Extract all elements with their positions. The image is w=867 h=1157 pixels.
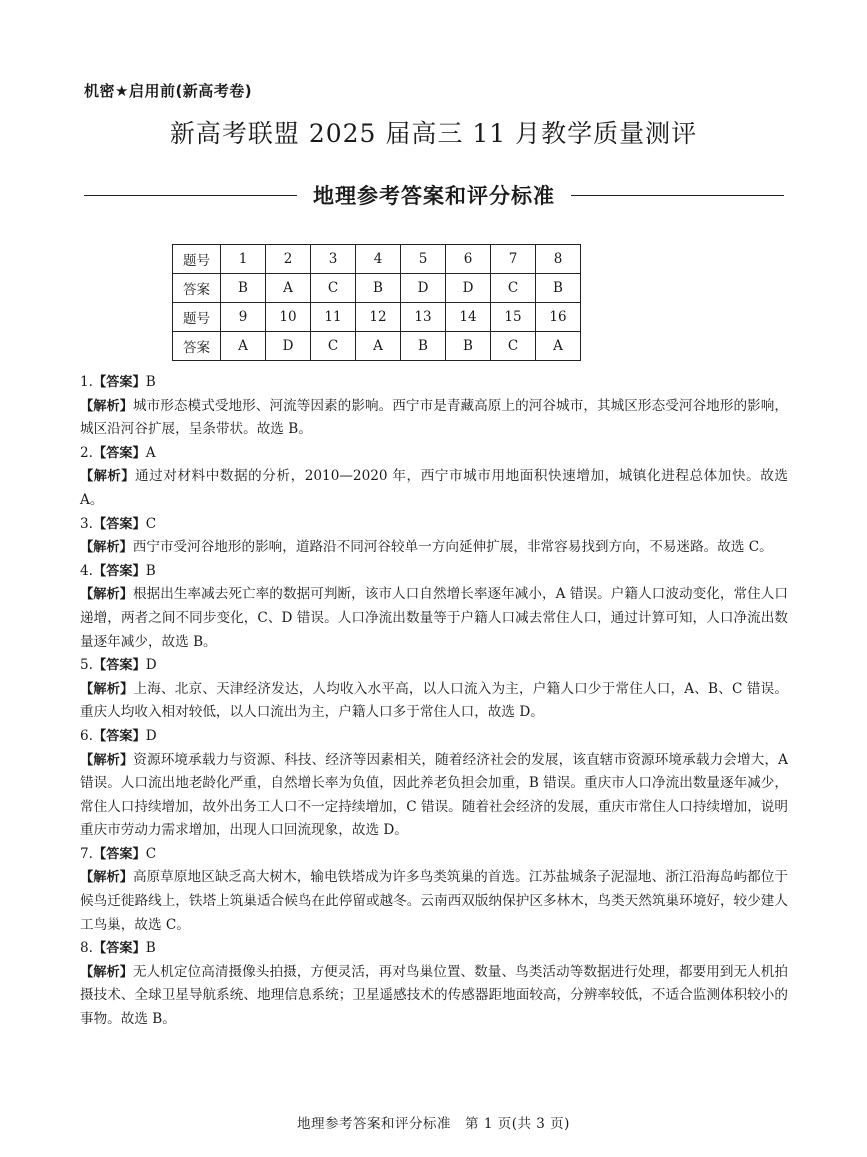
analysis-paragraph [80, 866, 788, 937]
answer-value: C [145, 515, 157, 532]
analysis-text: 根据出生率减去死亡率的数据可判断，该市人口自然增长率逐年减小，A 错误。户籍人口波动变化，常住人口递增，两者之间不同步变化，C、D 错误。人口净流出数量等于户籍人口减去常住人口，通过计算可知，人口净流出数量逐年减少，故选 B。 [80, 586, 789, 650]
question-number: 6. [80, 727, 93, 744]
answer-label: 【答案】 [92, 445, 146, 461]
table-row-header: 题号 [173, 303, 221, 332]
answer-value: B [145, 940, 156, 957]
table-cell: C [311, 332, 356, 361]
table-cell: B [356, 274, 401, 303]
answer-line [80, 442, 788, 466]
analysis-paragraph [80, 961, 788, 1032]
table-row-header: 答案 [173, 332, 221, 361]
analysis-paragraph [80, 395, 788, 442]
table-row [173, 332, 581, 361]
table-cell: A [536, 332, 581, 361]
question-number: 7. [80, 845, 93, 862]
analysis-paragraph [80, 749, 788, 843]
analysis-label: 【解析】 [80, 540, 133, 556]
table-cell: A [221, 332, 266, 361]
table-cell: 3 [311, 245, 356, 274]
analysis-label: 【解析】 [80, 964, 133, 980]
table-cell: B [401, 332, 446, 361]
table-cell: C [491, 274, 536, 303]
question-number: 5. [80, 657, 93, 674]
analysis-label: 【解析】 [80, 469, 135, 485]
table-cell: 7 [491, 245, 536, 274]
answer-label: 【答案】 [92, 941, 146, 957]
answer-line [80, 560, 788, 584]
table-cell: 16 [536, 303, 581, 332]
answer-line [80, 937, 788, 961]
table-cell: 9 [221, 303, 266, 332]
table-cell: C [311, 274, 356, 303]
answer-label: 【答案】 [92, 728, 146, 744]
analysis-text: 西宁市受河谷地形的影响，道路沿不同河谷较单一方向延伸扩展，非常容易找到方向，不易迷路。故选 C。 [132, 539, 773, 556]
table-cell: 2 [266, 245, 311, 274]
answer-value: C [145, 845, 157, 862]
analysis-paragraph [80, 583, 788, 654]
table-cell: 5 [401, 245, 446, 274]
right-rule [571, 195, 784, 196]
table-cell: A [266, 274, 311, 303]
analysis-paragraph [80, 465, 788, 512]
answer-label: 【答案】 [92, 375, 146, 390]
question-number: 4. [80, 562, 93, 579]
table-cell: B [536, 274, 581, 303]
answer-label: 【答案】 [92, 846, 146, 862]
subtitle-row [84, 180, 784, 210]
question-number: 1. [80, 374, 93, 390]
analysis-text: 上海、北京、天津经济发达，人均收入水平高，以人口流入为主，户籍人口少于常住人口，A、B、C 错误。重庆人均收入相对较低，以人口流出为主，户籍人口多于常住人口，故选 D。 [80, 680, 789, 721]
answer-line [80, 843, 788, 867]
table-row [173, 303, 581, 332]
table-cell: 1 [221, 245, 266, 274]
answer-line [80, 725, 788, 749]
answer-label: 【答案】 [92, 658, 146, 674]
table-cell: 14 [446, 303, 491, 332]
answer-value: A [145, 444, 156, 461]
answer-label: 【答案】 [92, 563, 146, 579]
answer-value: B [145, 562, 156, 579]
answer-explanations [80, 371, 788, 1032]
table-row-header: 题号 [173, 245, 221, 274]
table-cell: B [221, 274, 266, 303]
table-cell: 15 [491, 303, 536, 332]
table-cell: C [491, 332, 536, 361]
analysis-label: 【解析】 [80, 681, 134, 697]
table-cell: D [266, 332, 311, 361]
table-cell: 8 [536, 245, 581, 274]
analysis-label: 【解析】 [80, 752, 134, 768]
answer-table [172, 244, 581, 361]
answer-value: D [145, 657, 157, 674]
table-cell: 10 [266, 303, 311, 332]
table-row-header: 答案 [173, 274, 221, 303]
answer-value: D [145, 727, 157, 744]
table-cell: 13 [401, 303, 446, 332]
table-row [173, 245, 581, 274]
analysis-text: 城市形态模式受地形、河流等因素的影响。西宁市是青藏高原上的河谷城市，其城区形态受河谷地形的影响，城区沿河谷扩展，呈条带状。故选 B。 [80, 397, 788, 438]
question-number: 3. [80, 515, 93, 532]
analysis-paragraph [80, 536, 788, 560]
table-cell: 11 [311, 303, 356, 332]
question-number: 2. [80, 444, 93, 461]
table-cell: A [356, 332, 401, 361]
table-cell: 12 [356, 303, 401, 332]
answer-value: B [145, 374, 156, 390]
confidential-mark: 机密★启用前(新高考卷) [84, 82, 253, 100]
page-footer: 地理参考答案和评分标准 第 1 页(共 3 页) [297, 1116, 570, 1132]
table-cell: D [446, 274, 491, 303]
answer-line [80, 513, 788, 537]
analysis-text: 通过对材料中数据的分析，2010—2020 年，西宁市城市用地面积快速增加，城镇化进程总体加快。故选 A。 [80, 468, 788, 508]
analysis-text: 无人机定位高清摄像头拍摄，方便灵活，再对鸟巢位置、数量、鸟类活动等数据进行处理，都要用到无人机拍摄技术、全球卫星导航系统、地理信息系统；卫星遥感技术的传感器距地面较高，分辨率较低，不适合监测体积较小的事物。故选 B。 [80, 963, 788, 1028]
analysis-text: 资源环境承载力与资源、科技、经济等因素相关，随着经济社会的发展，该直辖市资源环境承载力会增大，A 错误。人口流出地老龄化严重，自然增长率为负值，因此养老负担会加重，B 错误。重庆市人口净流出数量逐年减少，常住人口持续增加，故外出务工人口不一定持续增加，C 错误。随着社会经济的发展，重庆市常住人口持续增加，说明重庆市劳动力需求增加，出现人口回流现象，故选 D。 [80, 751, 788, 839]
table-cell: D [401, 274, 446, 303]
analysis-text: 高原草原地区缺乏高大树木，输电铁塔成为许多鸟类筑巢的首选。江苏盐城条子泥湿地、浙江沿海岛屿都位于候鸟迁徙路线上，铁塔上筑巢适合候鸟在此停留或越冬。云南西双版纳保护区多林木，鸟类天然筑巢环境好，较少建人工鸟巢，故选 C。 [80, 869, 788, 933]
subtitle: 地理参考答案和评分标准 [313, 184, 555, 208]
answer-label: 【答案】 [92, 516, 146, 532]
left-rule [84, 195, 297, 196]
answer-line [80, 654, 788, 678]
question-number: 8. [80, 940, 93, 957]
page-title: 新高考联盟 2025 届高三 11 月教学质量测评 [169, 119, 698, 148]
table-cell: 6 [446, 245, 491, 274]
table-cell: B [446, 332, 491, 361]
analysis-label: 【解析】 [80, 870, 133, 886]
analysis-label: 【解析】 [80, 587, 133, 603]
table-row [173, 274, 581, 303]
table-cell: 4 [356, 245, 401, 274]
analysis-label: 【解析】 [80, 398, 133, 414]
analysis-paragraph [80, 678, 788, 725]
answer-line [80, 371, 788, 395]
